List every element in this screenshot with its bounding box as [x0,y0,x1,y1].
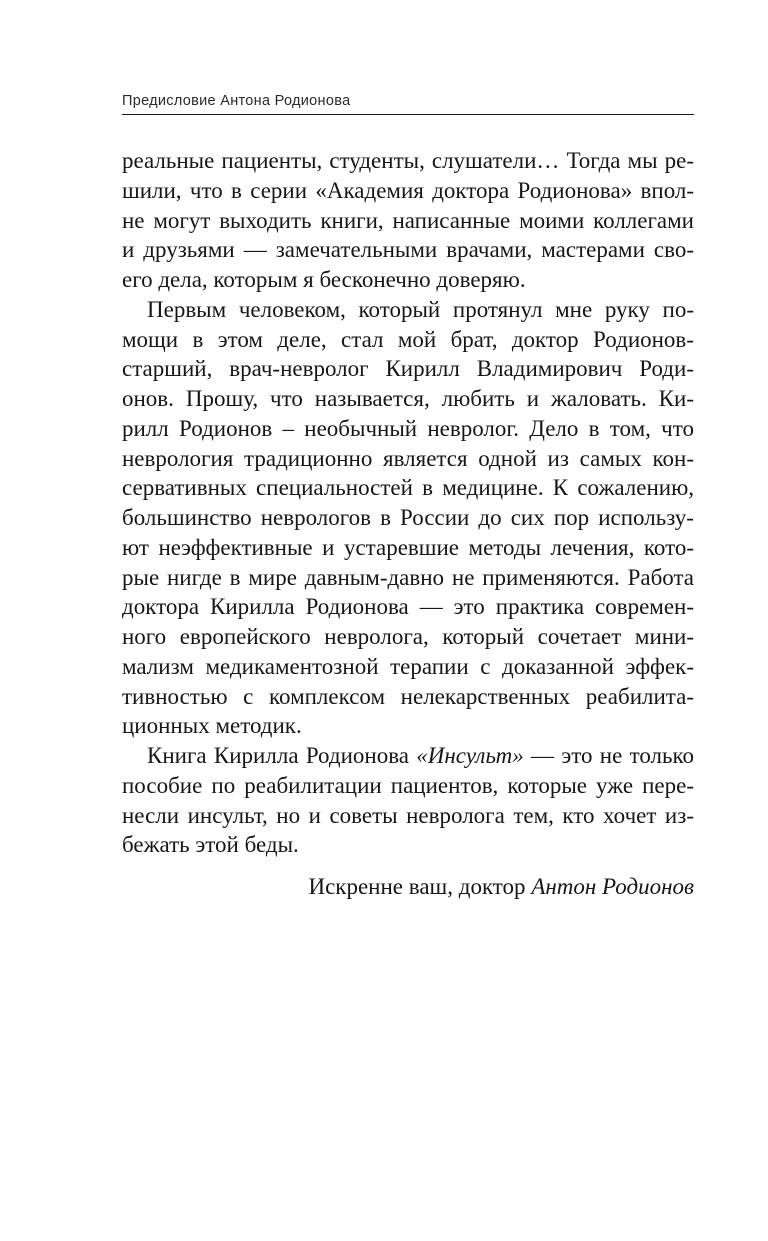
text-line: старший, врач-невролог Кирилл Владимирович Роди- [122,356,694,382]
text-line: Книга Кирилла Родионова «Инсульт» — это не только [147,743,694,768]
text-line: пособие по реабилитации пациентов, которые уже пере- [122,772,694,798]
signature-line [122,872,694,902]
running-header: Предисловие Антона Родионова [122,93,351,109]
text-line: ют неэффективные и устаревшие методы лечения, кото- [122,534,694,560]
text-line: Первым человеком, который протянул мне руку по- [147,296,694,322]
signature-name: Антон Родионов [531,874,694,899]
signature-prefix: Искренне ваш, доктор [308,874,532,899]
text-line: ционных методик. [122,713,302,739]
italic-text: «Инсульт» [416,743,524,768]
paragraph [122,295,694,741]
text-line: рилл Родионов – необычный невролог. Дело в том, что [122,415,694,441]
text-line: рые нигде в мире давным-давно не применяются. Работа [122,564,695,590]
text-line: шили, что в серии «Академия доктора Родионова» впол- [122,177,695,203]
text-line: тивностью с комплексом нелекарственных реабилита- [122,683,695,709]
text-line: несли инсульт, но и советы невролога тем, кто хочет из- [122,802,694,828]
header-rule [122,114,694,115]
text-line: бежать этой беды. [122,832,299,858]
text-line: его дела, которым я бесконечно доверяю. [122,267,526,292]
body-text [122,146,694,860]
text-line: онов. Прошу, что называется, любить и жаловать. Ки- [122,386,694,411]
text-line: реальные пациенты, студенты, слушатели… Тогда мы ре- [122,148,694,173]
text-line: мощи в этом деле, стал мой брат, доктор Родионов- [122,326,694,352]
text-line: не могут выходить книги, написанные моими коллегами [122,207,694,233]
paragraph [122,146,694,295]
text-line: и друзьями — замечательными врачами, мастерами сво- [122,237,694,263]
text-line: доктора Кирилла Родионова — это практика современ- [122,594,695,620]
text-line: сервативных специальностей в медицине. К сожалению, [122,475,695,501]
text-line: ного европейского невролога, который сочетает мини- [122,624,695,649]
paragraph [122,741,694,860]
text-line: большинство неврологов в России до сих пор использу- [122,505,694,530]
text-line: мализм медикаментозной терапии с доказанной эффек- [122,653,694,679]
text-line: неврология традиционно является одной из самых кон- [122,445,694,471]
